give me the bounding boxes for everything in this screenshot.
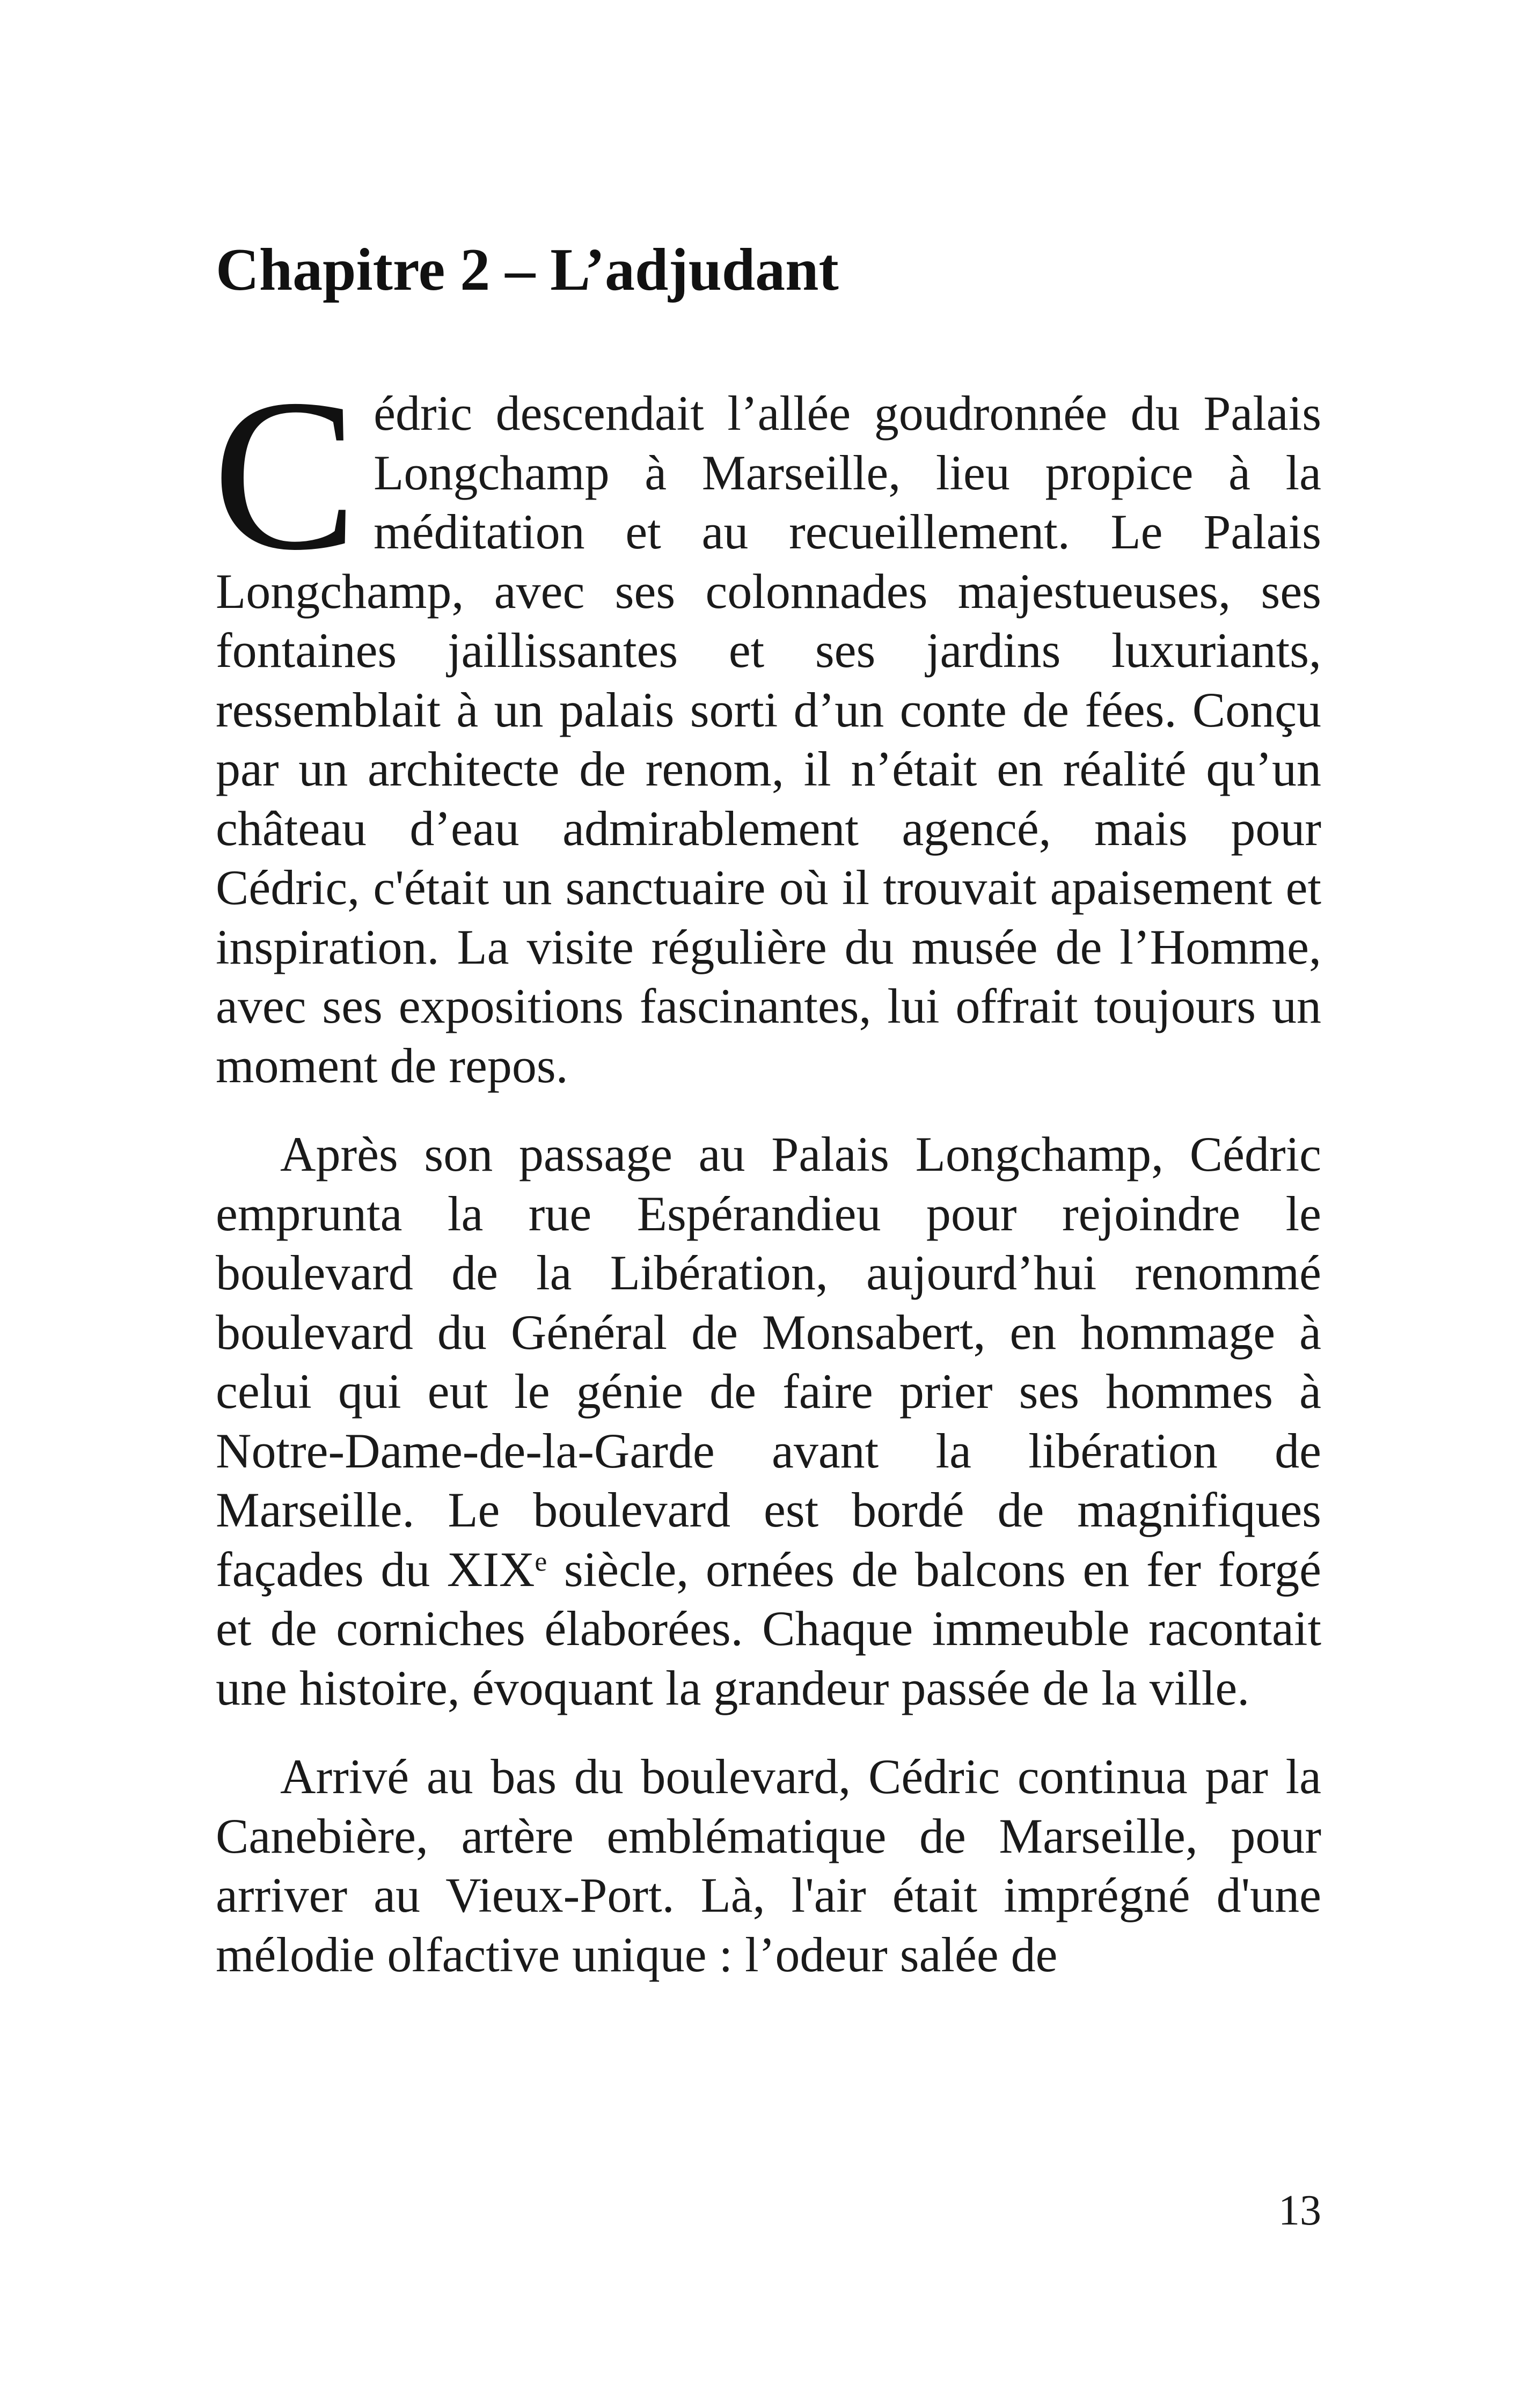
century-ordinal-superscript: e bbox=[535, 1546, 547, 1577]
paragraph-3-text: Arrivé au bas du boulevard, Cédric continua par la Canebière, artère emblématique de Marseille, pour arriver au Vieux-Port. Là, l'air était imprégné d'une mélodie olfactive unique : l’odeur salée de bbox=[216, 1749, 1321, 1982]
chapter-body bbox=[213, 354, 1321, 1984]
paragraph-2 bbox=[216, 1125, 1321, 1717]
paragraph-2-text-start: Après son passage au Palais Longchamp, Cédric emprunta la rue Espérandieu pour rejoindre le boulevard de la Libération, aujourd’hui renommé boulevard du Général de Monsabert, en hommage à celui qui eut le génie de faire prier ses hommes à Notre-Dame-de-la-Garde avant la libération de Marseille. Le boulevard est bordé de magnifiques façades du XIX bbox=[216, 1127, 1321, 1597]
paragraph-3 bbox=[216, 1747, 1321, 1984]
drop-cap: C bbox=[213, 354, 358, 595]
paragraph-1-text: édric descendait l’allée goudronnée du Palais Longchamp à Marseille, lieu propice à la méditation et au recueillement. Le Palais Longchamp, avec ses colonnades majestueuses, ses fontaines jaillissantes et ses jardins luxuriants, ressemblait à un palais sorti d’un conte de fées. Conçu par un architecte de renom, il n’était en réalité qu’un château d’eau admirablement agencé, mais pour Cédric, c'était un sanctuaire où il trouvait apaisement et inspiration. La visite régulière du musée de l’Homme, avec ses expositions fascinantes, lui offrait toujours un moment de repos. bbox=[216, 386, 1321, 1093]
paragraph-1 bbox=[213, 354, 1321, 1095]
paragraph-2-text-end: siècle, ornées de balcons en fer forgé et de corniches élaborées. Chaque immeuble racontait une histoire, évoquant la grandeur passée de la ville. bbox=[216, 1541, 1321, 1715]
page-number: 13 bbox=[1278, 2187, 1321, 2234]
chapter-title: Chapitre 2 – L’adjudant bbox=[216, 237, 839, 303]
